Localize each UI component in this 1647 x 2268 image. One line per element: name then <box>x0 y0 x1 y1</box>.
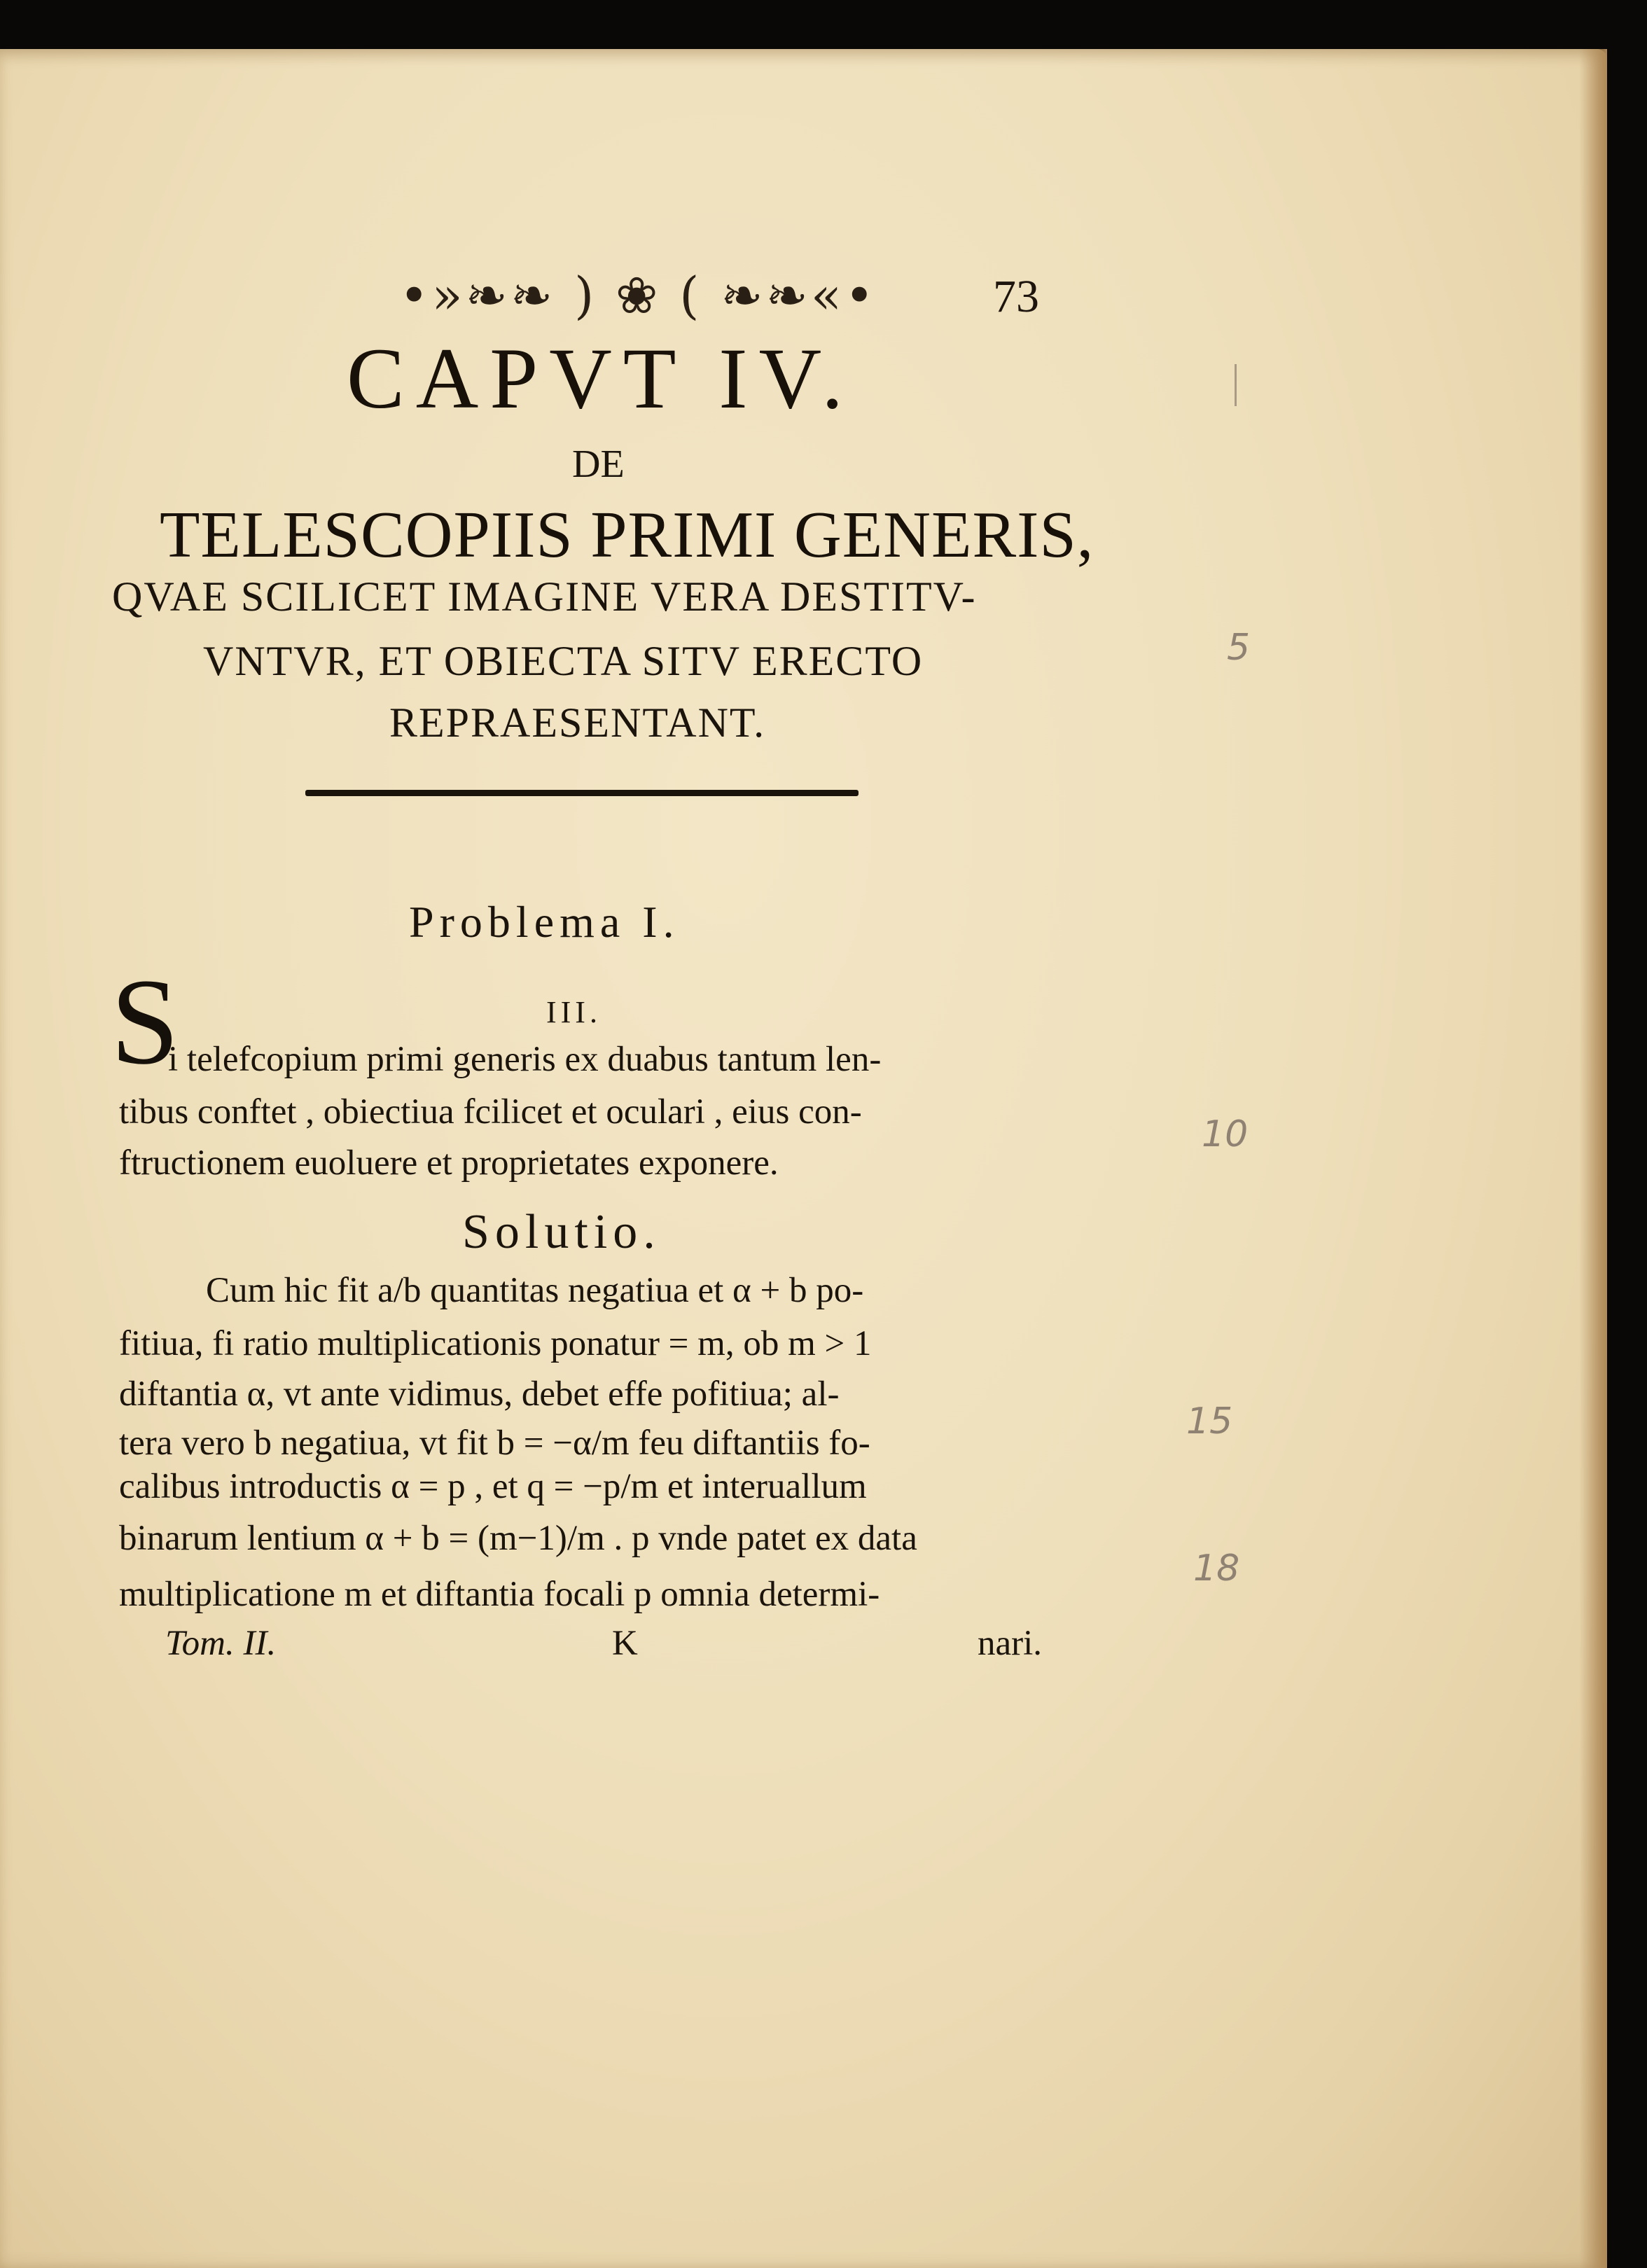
header-ornament: •»❧❧ ) ❀ ( ❧❧«• <box>399 266 877 325</box>
problem-line-2: tibus conftet , obiectiua fcilicet et oculari , eius con- <box>119 1092 862 1132</box>
pencil-mark <box>1235 364 1237 406</box>
problem-line-3: ftructionem euoluere et proprietates exponere. <box>119 1143 779 1183</box>
solution-line-3: diftantia α, vt ante vidimus, debet effe pofitiua; al- <box>119 1375 840 1414</box>
margin-note-18: 18 <box>1193 1547 1240 1589</box>
problem-heading: Problema I. <box>409 897 680 947</box>
section-number: III. <box>546 995 602 1029</box>
chapter-main-title: TELESCOPIIS PRIMI GENERIS, <box>160 499 1094 571</box>
drop-cap: S <box>111 954 179 1090</box>
margin-note-15: 15 <box>1186 1400 1233 1442</box>
problem-line-1: i telefcopium primi generis ex duabus tantum len- <box>168 1040 882 1079</box>
footer-volume: Tom. II. <box>165 1624 277 1663</box>
chapter-title: CAPVT IV. <box>347 331 855 426</box>
solution-line-6: binarum lentium α + b = (m−1)/m . p vnde patet ex data <box>119 1519 917 1558</box>
chapter-de: DE <box>572 443 625 486</box>
solution-line-7: multiplicatione m et diftantia focali p omnia determi- <box>119 1575 880 1614</box>
chapter-subtitle-line-3: REPRAESENTANT. <box>389 700 766 746</box>
title-rule <box>305 790 859 796</box>
chapter-subtitle-line-2: VNTVR, ET OBIECTA SITV ERECTO <box>203 638 924 684</box>
page-number: 73 <box>993 271 1039 322</box>
footer-catchword: nari. <box>978 1624 1043 1663</box>
solution-line-2: fitiua, fi ratio multiplicationis ponatur = m, ob m > 1 <box>119 1324 872 1363</box>
chapter-subtitle-line-1: QVAE SCILICET IMAGINE VERA DESTITV- <box>112 573 977 620</box>
margin-note-10: 10 <box>1202 1113 1249 1155</box>
footer-signature: K <box>612 1624 638 1663</box>
solution-line-1: Cum hic fit a/b quantitas negatiua et α + b po- <box>206 1271 864 1310</box>
solution-heading: Solutio. <box>462 1205 661 1259</box>
solution-line-4: tera vero b negatiua, vt fit b = −α/m feu diftantiis fo- <box>119 1424 870 1463</box>
margin-note-5: 5 <box>1227 627 1251 669</box>
solution-line-5: calibus introductis α = p , et q = −p/m et interuallum <box>119 1467 867 1506</box>
